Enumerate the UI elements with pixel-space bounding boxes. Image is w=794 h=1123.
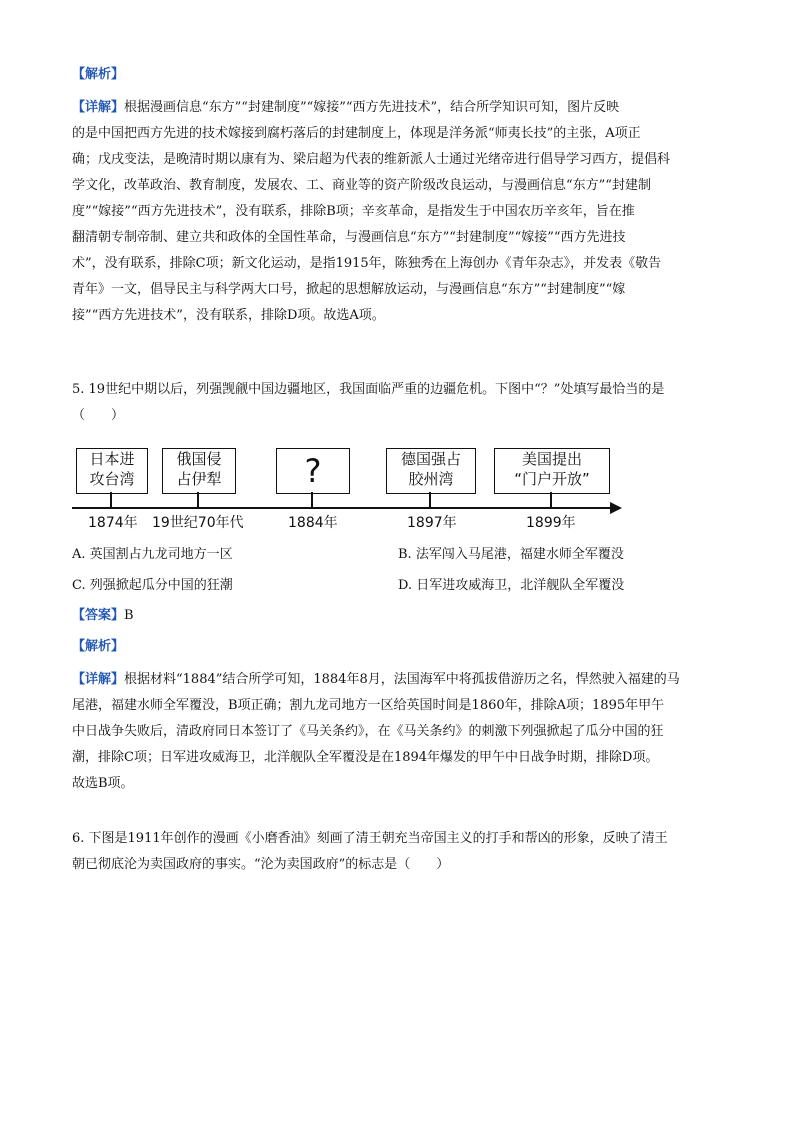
timeline-box-russia-ili (162, 448, 236, 494)
box-text: 美国提出 (521, 450, 582, 468)
box-text: 俄国侵 (176, 450, 222, 468)
option-b[interactable]: B. 法军闯入马尾港，福建水师全军覆没 (398, 547, 624, 562)
detail-paragraph-q5 (72, 667, 724, 797)
detail-paragraph-q4 (72, 95, 724, 329)
box-text: 日本进 (89, 450, 135, 468)
question-stem-blank: （ ） (72, 408, 125, 423)
box-text: 攻台湾 (89, 470, 135, 488)
detail-line: 的是中国把西方先进的技术嫁接到腐朽落后的封建制度上，体现是洋务派“师夷长技”的主张，A项正 (72, 126, 641, 141)
detail-line: 学文化，改革政治、教育制度，发展农、工、商业等的资产阶级改良运动，与漫画信息“东方”“封建制 (72, 178, 651, 193)
detail-text: 根据漫画信息“东方”“封建制度”“嫁接”“西方先进技术”，结合所学知识可知，图片反映 (124, 100, 620, 115)
detail-line: 确；戊戌变法，是晚清时期以康有为、梁启超为代表的维新派人士通过光绪帝进行倡导学习西方，提倡科 (72, 152, 671, 167)
timeline-year: 1874年 (88, 515, 138, 531)
detail-line: 翻清朝专制帝制、建立共和政体的全国性革命，与漫画信息“东方”“封建制度”“嫁接”“西方先进技 (72, 230, 626, 245)
detail-line: 潮，排除C项；日军进攻威海卫，北洋舰队全军覆没是在1894年爆发的甲午中日战争时期，排除D项。 (72, 750, 659, 765)
timeline-year: 1899年 (526, 515, 576, 531)
timeline-tick (311, 492, 313, 508)
analysis-label-block-q5 (72, 634, 724, 660)
question-stem-line: 6. 下图是1911年创作的漫画《小磨香油》刻画了清王朝充当帝国主义的打手和帮凶的形象，反映了清王 (72, 831, 668, 846)
box-text: 胶州湾 (408, 470, 454, 488)
detail-tag: 【详解】 (72, 100, 125, 115)
question-6-stem (72, 826, 724, 878)
detail-line: 接”“西方先进技术”，没有联系，排除D项。故选A项。 (72, 308, 385, 323)
analysis-label: 【解析】 (72, 67, 125, 82)
question-stem-line: 5. 19世纪中期以后，列强觊觎中国边疆地区，我国面临严重的边疆危机。下图中“？”处填写最恰当的是 (72, 382, 665, 397)
detail-line: 故选B项。 (72, 776, 134, 791)
detail-line (72, 95, 724, 121)
detail-line: 尾港，福建水师全军覆没，B项正确；割九龙司地方一区给英国时间是1860年，排除A项；1895年甲午 (72, 698, 665, 713)
timeline-box-unknown (276, 448, 350, 494)
option-a[interactable]: A. 英国割占九龙司地方一区 (72, 547, 233, 562)
question-stem-line: 朝已彻底沦为卖国政府的事实。“沦为卖国政府”的标志是（ ） (72, 857, 450, 872)
answer-block (72, 603, 724, 629)
analysis-label-block (72, 62, 724, 88)
box-text: 德国强占 (400, 450, 461, 468)
timeline-tick (110, 492, 112, 508)
question-5-stem (72, 377, 724, 429)
timeline-box-us-open-door (494, 448, 610, 494)
timeline-year: 19世纪70年代 (152, 515, 244, 531)
timeline-tick (197, 492, 199, 508)
answer-tag: 【答案】 (72, 608, 125, 623)
timeline-tick (550, 492, 552, 508)
timeline-arrow-icon (610, 502, 622, 514)
detail-line: 中日战争失败后，清政府同日本签订了《马关条约》，在《马关条约》的刺激下列强掀起了瓜分中国的狂 (72, 724, 664, 739)
box-text: “门户开放” (514, 470, 590, 488)
detail-text: 根据材料“1884”结合所学可知，1884年8月，法国海军中将孤拔借游历之名，悍然驶入福建的马 (124, 672, 680, 687)
timeline-axis (72, 507, 614, 509)
timeline-box-japan-taiwan (76, 448, 148, 494)
detail-line: 度”“嫁接”“西方先进技术”，没有联系，排除B项；辛亥革命，是指发生于中国农历辛亥年，旨在推 (72, 204, 635, 219)
timeline-diagram (70, 440, 630, 535)
box-text: 占伊犁 (176, 470, 222, 488)
detail-line: 青年》一文，倡导民主与科学两大口号，掀起的思想解放运动，与漫画信息“东方”“封建制度”“嫁 (72, 282, 626, 297)
option-d[interactable]: D. 日军进攻威海卫，北洋舰队全军覆没 (398, 578, 625, 593)
answer-value: B (124, 608, 134, 623)
timeline-tick (429, 492, 431, 508)
timeline-year: 1897年 (407, 515, 457, 531)
timeline-year: 1884年 (288, 515, 338, 531)
detail-tag: 【详解】 (72, 672, 125, 687)
question-mark: ? (304, 452, 322, 490)
detail-line: 术”，没有联系，排除C项；新文化运动，是指1915年，陈独秀在上海创办《青年杂志》，并发表《敬告 (72, 256, 662, 271)
timeline-box-germany-jiaozhou (386, 448, 476, 494)
analysis-label: 【解析】 (72, 639, 125, 654)
detail-line (72, 667, 724, 693)
option-c[interactable]: C. 列强掀起瓜分中国的狂潮 (72, 578, 233, 593)
